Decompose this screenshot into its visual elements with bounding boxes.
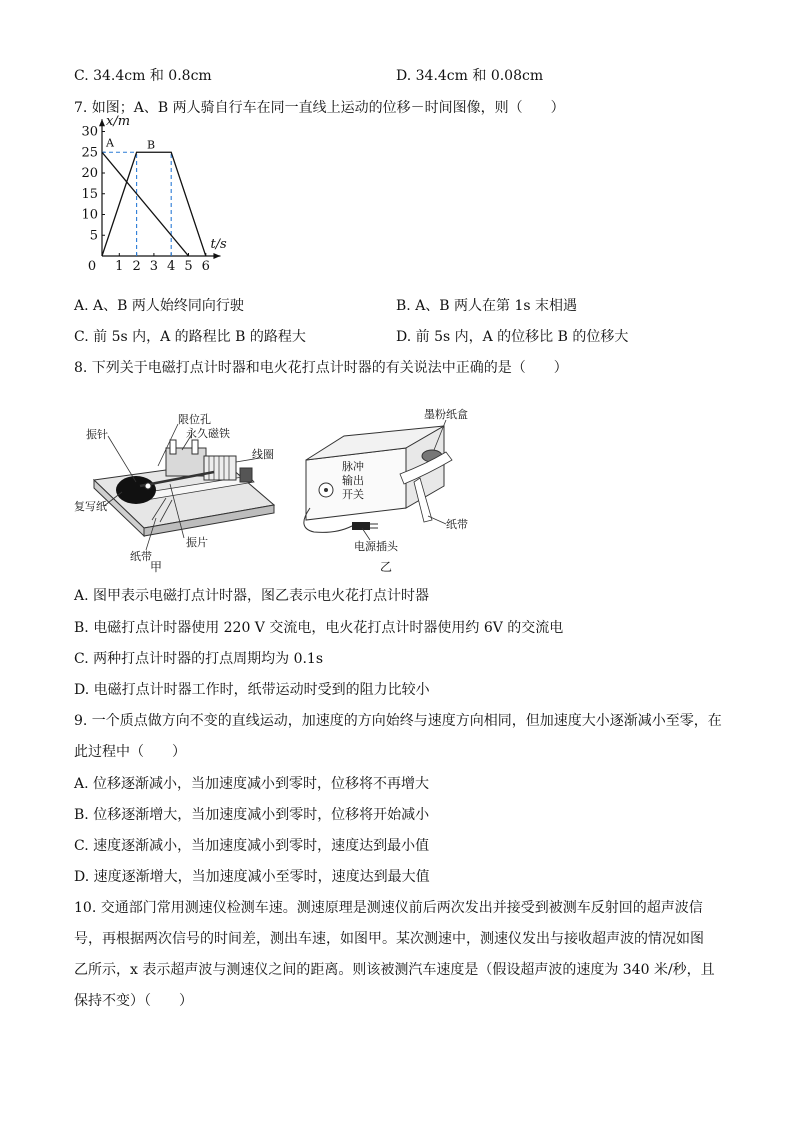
q6-option-c: C. 34.4cm 和 0.8cm — [74, 68, 212, 84]
series-line-a — [102, 152, 189, 256]
q9-option-d: D. 速度逐渐增大，当加速度减小至零时，速度达到最大值 — [74, 869, 430, 885]
q7-option-d: D. 前 5s 内，A 的位移比 B 的位移大 — [396, 329, 629, 345]
label-paper-tape-left: 纸带 — [130, 550, 152, 563]
label-vibrating-plate: 振片 — [186, 536, 208, 549]
electromagnetic-timer-figure — [74, 410, 284, 570]
q10-line2: 号，再根据两次信号的时间差，测出车速，如图甲。某次测速中，测速仪发出与接收超声波的情况如图 — [74, 931, 704, 947]
x-tick-label: 4 — [167, 259, 176, 274]
y-tick-label: 20 — [81, 166, 98, 181]
x-tick-label: 2 — [132, 259, 141, 274]
label-pulse-1: 脉冲 — [342, 460, 364, 473]
caption-yi: 乙 — [380, 560, 393, 574]
q7-stem: 7. 如图；A、B 两人骑自行车在同一直线上运动的位移－时间图像，则（ ） — [74, 100, 565, 116]
series-line-b — [102, 152, 206, 256]
q9-option-a: A. 位移逐渐减小，当加速度减小到零时，位移将不再增大 — [74, 776, 430, 792]
caption-jia: 甲 — [150, 560, 163, 574]
q9-stem-line2: 此过程中（ ） — [74, 744, 186, 760]
label-needle: 振针 — [86, 428, 108, 441]
q8-option-b: B. 电磁打点计时器使用 220 V 交流电，电火花打点计时器使用约 6V 的交流电 — [74, 620, 564, 636]
q6-option-d: D. 34.4cm 和 0.08cm — [396, 68, 544, 84]
x-tick-label: 3 — [149, 259, 159, 274]
y-axis-label: x/m — [106, 114, 131, 130]
x-tick-label: 5 — [184, 259, 193, 274]
x-axis-arrow — [213, 253, 220, 259]
q9-stem-line1: 9. 一个质点做方向不变的直线运动，加速度的方向始终与速度方向相同，但加速度大小逐渐减小至零，在 — [74, 713, 722, 729]
label-limit-hole: 限位孔 — [178, 413, 211, 426]
q8-option-c: C. 两种打点计时器的打点周期均为 0.1s — [74, 651, 324, 667]
q7-xt-graph — [76, 114, 246, 274]
q7-option-c: C. 前 5s 内，A 的路程比 B 的路程大 — [74, 329, 306, 345]
label-power-plug: 电源插头 — [354, 540, 398, 553]
q7-option-b: B. A、B 两人在第 1s 末相遇 — [396, 298, 578, 314]
q10-line1: 10. 交通部门常用测速仪检测车速。测速原理是测速仪前后两次发出并接受到被测车反射回的超声波信 — [74, 900, 703, 916]
q10-line3: 乙所示，x 表示超声波与测速仪之间的距离。则该被测汽车速度是（假设超声波的速度为 340 米/秒，且 — [74, 962, 715, 978]
y-tick-label: 10 — [81, 207, 98, 223]
y-tick-label: 25 — [81, 145, 98, 161]
label-carbon-paper: 复写纸 — [74, 500, 107, 513]
x-tick-label: 6 — [201, 259, 210, 274]
x-axis-label: t/s — [210, 237, 227, 252]
label-coil: 线圈 — [252, 448, 274, 461]
label-permanent-magnet: 永久磁铁 — [186, 427, 230, 440]
q9-option-c: C. 速度逐渐减小，当加速度减小到零时，速度达到最小值 — [74, 838, 430, 854]
spark-timer-figure — [296, 408, 486, 558]
q7-option-a: A. A、B 两人始终同向行驶 — [74, 298, 244, 314]
y-axis-arrow — [99, 119, 105, 126]
label-paper-tape-right: 纸带 — [446, 518, 468, 531]
q8-option-d: D. 电磁打点计时器工作时，纸带运动时受到的阻力比较小 — [74, 682, 430, 698]
series-label-a: A — [106, 136, 114, 150]
series-label-b: B — [146, 138, 156, 152]
q8-stem: 8. 下列关于电磁打点计时器和电火花打点计时器的有关说法中正确的是（ ） — [74, 360, 568, 376]
origin-label: 0 — [87, 259, 97, 274]
x-tick-label: 1 — [115, 259, 124, 274]
label-ink-box: 墨粉纸盒 — [424, 408, 468, 421]
label-pulse-2: 输出 — [342, 474, 364, 487]
label-pulse-3: 开关 — [342, 488, 364, 501]
q9-option-b: B. 位移逐渐增大，当加速度减小到零时，位移将开始减小 — [74, 807, 430, 823]
y-tick-label: 15 — [81, 186, 98, 202]
q10-line4: 保持不变）（ ） — [74, 993, 193, 1009]
q8-option-a: A. 图甲表示电磁打点计时器，图乙表示电火花打点计时器 — [74, 588, 430, 604]
y-tick-label: 5 — [89, 228, 98, 244]
y-tick-label: 30 — [81, 124, 98, 140]
